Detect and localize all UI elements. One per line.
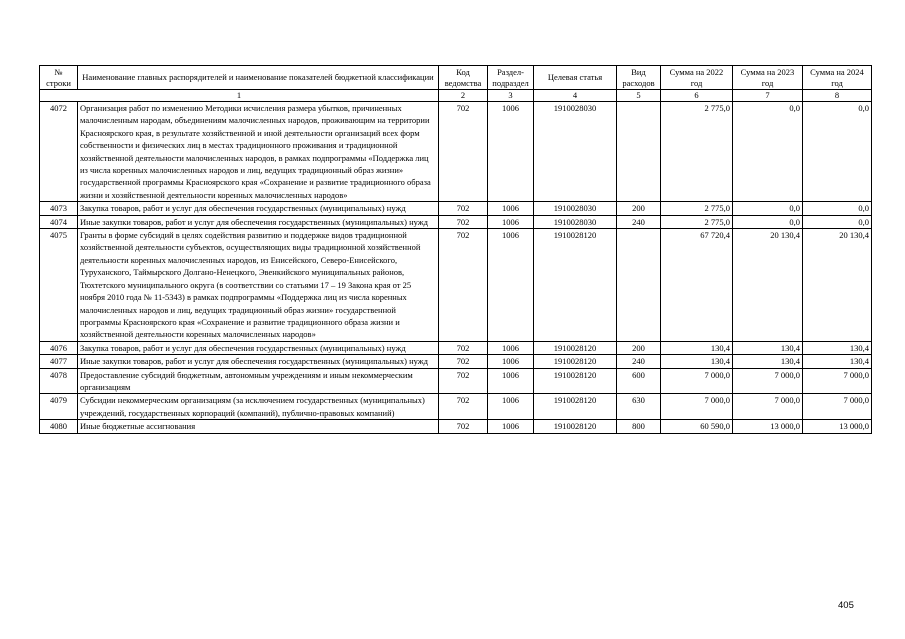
- row-expense-type: [617, 102, 661, 202]
- column-number: 5: [617, 90, 661, 102]
- table-row: [40, 229, 872, 342]
- row-section: 1006: [488, 341, 534, 354]
- row-sum-2024: 130,4: [803, 355, 872, 368]
- row-sum-2022: 2 775,0: [661, 215, 733, 228]
- header-target-article: Целевая статья: [534, 66, 617, 90]
- row-sum-2022: 7 000,0: [661, 368, 733, 394]
- row-name: Субсидии некоммерческим организациям (за исключением государственных (муниципальных) учреждений, государственных корпораций (компаний), публично-правовых компаний): [78, 394, 439, 420]
- page-number: 405: [838, 600, 854, 611]
- table-row: [40, 202, 872, 215]
- row-sum-2024: 7 000,0: [803, 394, 872, 420]
- row-expense-type: 240: [617, 215, 661, 228]
- row-sum-2024: 7 000,0: [803, 368, 872, 394]
- row-name: Иные закупки товаров, работ и услуг для обеспечения государственных (муниципальных) нужд: [78, 355, 439, 368]
- row-dept-code: 702: [439, 368, 488, 394]
- header-dept-code: Код ведомства: [439, 66, 488, 90]
- row-expense-type: 240: [617, 355, 661, 368]
- header-row-number: № строки: [40, 66, 78, 90]
- row-target-article: 1910028120: [534, 394, 617, 420]
- row-sum-2022: 130,4: [661, 355, 733, 368]
- row-sum-2023: 0,0: [733, 215, 803, 228]
- header-sum-2023: Сумма на 2023 год: [733, 66, 803, 90]
- row-section: 1006: [488, 420, 534, 433]
- row-target-article: 1910028120: [534, 341, 617, 354]
- row-dept-code: 702: [439, 420, 488, 433]
- column-number: 8: [803, 90, 872, 102]
- row-name: Иные закупки товаров, работ и услуг для обеспечения государственных (муниципальных) нужд: [78, 215, 439, 228]
- row-sum-2022: 2 775,0: [661, 102, 733, 202]
- row-section: 1006: [488, 394, 534, 420]
- header-expense-type: Вид расходов: [617, 66, 661, 90]
- row-expense-type: 800: [617, 420, 661, 433]
- row-sum-2022: 7 000,0: [661, 394, 733, 420]
- header-sum-2022: Сумма на 2022 год: [661, 66, 733, 90]
- row-sum-2023: 130,4: [733, 341, 803, 354]
- row-name: Предоставление субсидий бюджетным, автономным учреждениям и иным некоммерческим организациям: [78, 368, 439, 394]
- row-name: Закупка товаров, работ и услуг для обеспечения государственных (муниципальных) нужд: [78, 202, 439, 215]
- row-expense-type: 200: [617, 341, 661, 354]
- table-row: [40, 355, 872, 368]
- header-sum-2024: Сумма на 2024 год: [803, 66, 872, 90]
- row-target-article: 1910028120: [534, 420, 617, 433]
- row-section: 1006: [488, 355, 534, 368]
- row-number: 4078: [40, 368, 78, 394]
- row-sum-2024: 0,0: [803, 202, 872, 215]
- row-sum-2024: 0,0: [803, 215, 872, 228]
- column-number: 3: [488, 90, 534, 102]
- table-row: [40, 394, 872, 420]
- row-number: 4079: [40, 394, 78, 420]
- row-expense-type: 200: [617, 202, 661, 215]
- row-dept-code: 702: [439, 341, 488, 354]
- header-name: Наименование главных распорядителей и наименование показателей бюджетной классификации: [78, 66, 439, 90]
- row-target-article: 1910028120: [534, 368, 617, 394]
- header-section: Раздел-подраздел: [488, 66, 534, 90]
- row-number: 4072: [40, 102, 78, 202]
- row-section: 1006: [488, 202, 534, 215]
- row-expense-type: 630: [617, 394, 661, 420]
- row-dept-code: 702: [439, 394, 488, 420]
- column-number: 2: [439, 90, 488, 102]
- row-sum-2023: 0,0: [733, 202, 803, 215]
- table-row: [40, 215, 872, 228]
- row-sum-2022: 130,4: [661, 341, 733, 354]
- row-section: 1006: [488, 229, 534, 342]
- row-sum-2024: 20 130,4: [803, 229, 872, 342]
- column-number: 7: [733, 90, 803, 102]
- row-number: 4074: [40, 215, 78, 228]
- row-sum-2024: 13 000,0: [803, 420, 872, 433]
- row-dept-code: 702: [439, 355, 488, 368]
- column-number: 4: [534, 90, 617, 102]
- row-section: 1006: [488, 102, 534, 202]
- row-target-article: 1910028120: [534, 355, 617, 368]
- row-name: Закупка товаров, работ и услуг для обеспечения государственных (муниципальных) нужд: [78, 341, 439, 354]
- row-sum-2022: 60 590,0: [661, 420, 733, 433]
- row-target-article: 1910028030: [534, 202, 617, 215]
- row-sum-2022: 67 720,4: [661, 229, 733, 342]
- header-row: [40, 66, 872, 90]
- row-target-article: 1910028030: [534, 102, 617, 202]
- table-row: [40, 420, 872, 433]
- budget-table: [39, 65, 872, 434]
- column-number-row: [40, 90, 872, 102]
- row-expense-type: [617, 229, 661, 342]
- row-name: Организация работ по изменению Методики исчисления размера убытков, причиненных малочисленным народам, объединениям малочисленных народов, проживающим на территории Красноярского края, в результате хозяйственной и иной деятельности организаций всех форм собственности и физических лиц в местах традиционного проживания и традиционной хозяйственной деятельности малочисленных народов, в рамках подпрограммы «Поддержка лиц из числа коренных малочисленных народов и лиц, ведущих традиционный образ жизни» государственной программы Красноярского края «Сохранение и развитие традиционного образа жизни и хозяйственной деятельности коренных малочисленных народов»: [78, 102, 439, 202]
- row-dept-code: 702: [439, 202, 488, 215]
- row-section: 1006: [488, 215, 534, 228]
- row-number: 4080: [40, 420, 78, 433]
- row-dept-code: 702: [439, 229, 488, 342]
- column-number: 1: [40, 90, 439, 102]
- row-sum-2024: 130,4: [803, 341, 872, 354]
- row-number: 4075: [40, 229, 78, 342]
- column-number: 6: [661, 90, 733, 102]
- row-number: 4073: [40, 202, 78, 215]
- row-sum-2023: 130,4: [733, 355, 803, 368]
- row-number: 4076: [40, 341, 78, 354]
- row-sum-2023: 7 000,0: [733, 368, 803, 394]
- row-sum-2023: 13 000,0: [733, 420, 803, 433]
- table-row: [40, 341, 872, 354]
- row-dept-code: 702: [439, 102, 488, 202]
- row-expense-type: 600: [617, 368, 661, 394]
- row-sum-2024: 0,0: [803, 102, 872, 202]
- row-dept-code: 702: [439, 215, 488, 228]
- row-sum-2022: 2 775,0: [661, 202, 733, 215]
- row-target-article: 1910028120: [534, 229, 617, 342]
- row-name: Иные бюджетные ассигнования: [78, 420, 439, 433]
- table-row: [40, 368, 872, 394]
- row-sum-2023: 0,0: [733, 102, 803, 202]
- table-row: [40, 102, 872, 202]
- row-name: Гранты в форме субсидий в целях содействия развитию и поддержке видов традиционной хозяйственной деятельности субъектов, осуществляющих виды традиционной хозяйственной деятельности коренных малочисленных народов, из Енисейского, Северо-Енисейского, Туруханского, Таймырского Долгано-Ненецкого, Эвенкийского муниципальных районов, Тюхтетского муниципального округа (в соответствии со статьями 17 – 19 Закона края от 25 ноября 2010 года № 11-5343) в рамках подпрограммы «Поддержка лиц из числа коренных малочисленных народов и лиц, ведущих традиционный образ жизни» государственной программы Красноярского края «Сохранение и развитие традиционного образа жизни и хозяйственной деятельности коренных малочисленных народов»: [78, 229, 439, 342]
- row-section: 1006: [488, 368, 534, 394]
- row-number: 4077: [40, 355, 78, 368]
- row-sum-2023: 7 000,0: [733, 394, 803, 420]
- row-target-article: 1910028030: [534, 215, 617, 228]
- row-sum-2023: 20 130,4: [733, 229, 803, 342]
